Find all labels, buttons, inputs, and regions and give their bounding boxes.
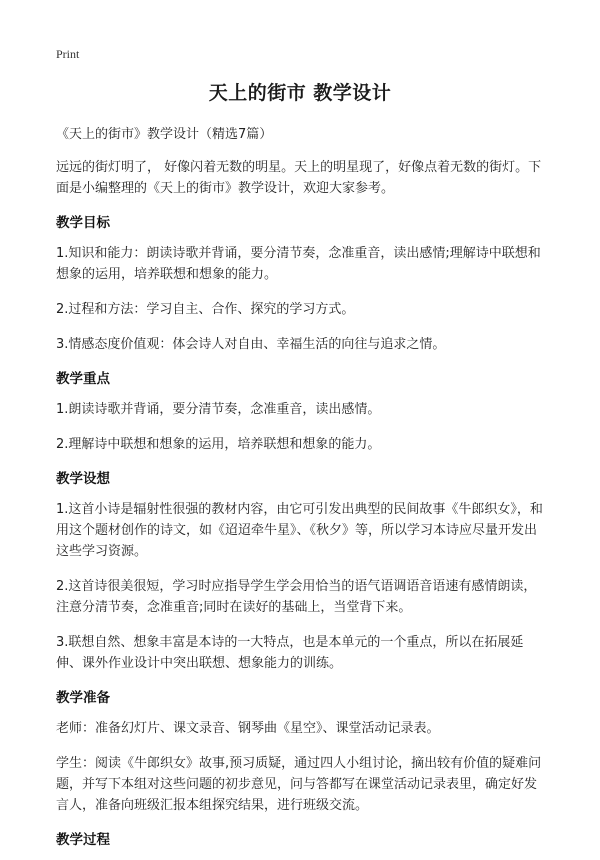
paragraph: 2.理解诗中联想和想象的运用，培养联想和想象的能力。 — [56, 437, 381, 452]
paragraph: 2.这首诗很美很短，学习时应指导学生学会用恰当的语气语调语音语速有感情朗读，注意分清节奏，念准重音;同时在读好的基础上，当堂背下来。 — [56, 579, 537, 615]
document-subtitle: 《天上的街市》教学设计（精选7篇） — [56, 127, 273, 142]
section-heading-key-points: 教学重点 — [56, 371, 110, 387]
print-label[interactable]: Print — [56, 47, 80, 61]
paragraph: 2.过程和方法：学习自主、合作、探究的学习方式。 — [56, 302, 355, 317]
paragraph: 1.这首小诗是辐射性很强的教材内容，由它可引发出典型的民间故事《牛郎织女》，和用这个题材创作的诗文，如《迢迢牵牛星》、《秋夕》等，所以学习本诗应尽量开发出这些学习资源。 — [56, 502, 543, 559]
paragraph: 3.情感态度价值观：体会诗人对自由、幸福生活的向往与追求之情。 — [56, 337, 446, 352]
section-heading-process: 教学过程 — [56, 832, 110, 848]
document-body — [56, 124, 546, 860]
section-heading-objectives: 教学目标 — [56, 215, 110, 231]
paragraph: 学生：阅读《牛郎织女》故事,预习质疑，通过四人小组讨论，摘出较有价值的疑难问题，并写下本组对这些问题的初步意见，问与答都写在课堂活动记录表里，确定好发言人，准备向班级汇报本组探究结果，进行班级交流。 — [56, 756, 542, 813]
page-title: 天上的街市 教学设计 — [208, 82, 392, 104]
paragraph: 老师：准备幻灯片、课文录音、钢琴曲《星空》、课堂活动记录表。 — [56, 721, 440, 736]
paragraph: 3.联想自然、想象丰富是本诗的一大特点，也是本单元的一个重点，所以在拓展延伸、课外作业设计中突出联想、想象能力的训练。 — [56, 635, 524, 671]
section-heading-design: 教学设想 — [56, 471, 110, 487]
intro-paragraph: 远远的街灯明了， 好像闪着无数的明星。天上的明星现了，好像点着无数的街灯。下面是小编整理的《天上的街市》教学设计，欢迎大家参考。 — [56, 160, 542, 196]
paragraph: 1.知识和能力：朗读诗歌并背诵，要分清节奏，念准重音，读出感情;理解诗中联想和想象的运用，培养联想和想象的能力。 — [56, 246, 541, 282]
paragraph: 1.朗读诗歌并背诵，要分清节奏，念准重音，读出感情。 — [56, 402, 381, 417]
section-heading-preparation: 教学准备 — [56, 690, 110, 706]
